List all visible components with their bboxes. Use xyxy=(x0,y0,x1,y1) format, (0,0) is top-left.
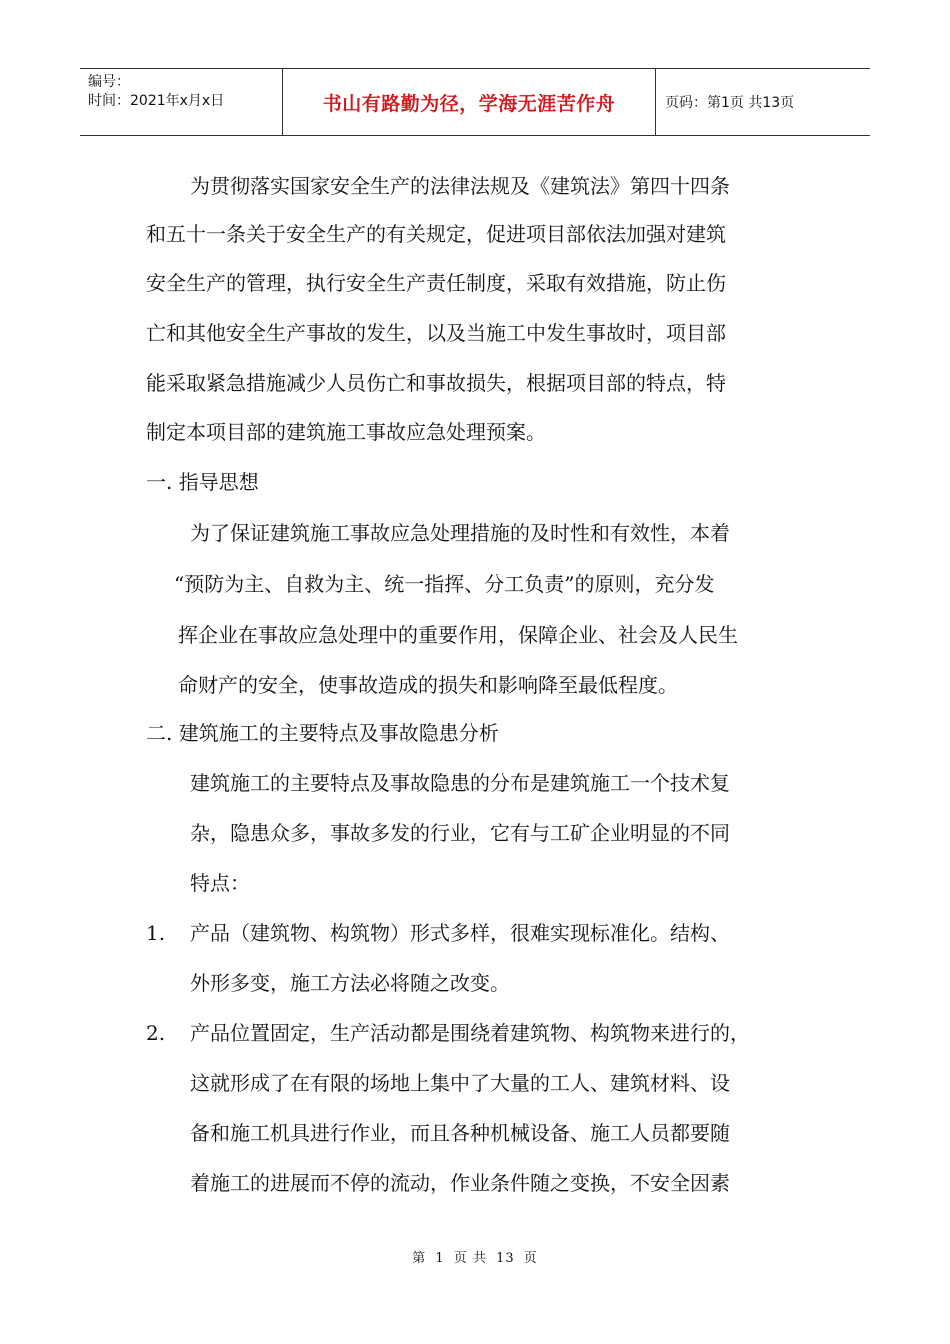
section-heading: 一. 指导思想 xyxy=(146,470,259,494)
section-heading: 二. 建筑施工的主要特点及事故隐患分析 xyxy=(146,721,499,745)
paragraph-line: 能采取紧急措施减少人员伤亡和事故损失，根据项目部的特点，特 xyxy=(146,371,726,395)
footer-total-pages: 13 xyxy=(496,1251,515,1266)
paragraph-line: 制定本项目部的建筑施工事故应急处理预案。 xyxy=(146,420,546,444)
footer-mid: 页 共 xyxy=(453,1251,487,1266)
date-label: 时间：2021年x月x日 xyxy=(88,93,225,109)
footer-suffix: 页 xyxy=(523,1251,538,1266)
footer-prefix: 第 xyxy=(412,1251,427,1266)
list-item-line: 这就形成了在有限的场地上集中了大量的工人、建筑材料、设 xyxy=(190,1071,730,1095)
paragraph-line: 亡和其他安全生产事故的发生，以及当施工中发生事故时，项目部 xyxy=(146,321,726,345)
list-item-line: 产品位置固定，生产活动都是围绕着建筑物、构筑物来进行的， xyxy=(190,1021,750,1045)
header-motto: 书山有路勤为径，学海无涯苦作舟 xyxy=(283,69,656,135)
paragraph-line: 和五十一条关于安全生产的有关规定，促进项目部依法加强对建筑 xyxy=(146,222,726,246)
paragraph-line: 安全生产的管理，执行安全生产责任制度，采取有效措施，防止伤 xyxy=(146,271,726,295)
list-item-line: 产品（建筑物、构筑物）形式多样，很难实现标准化。结构、 xyxy=(190,921,730,945)
paragraph-line: 建筑施工的主要特点及事故隐患的分布是建筑施工一个技术复 xyxy=(190,771,730,795)
paragraph-line: 挥企业在事故应急处理中的重要作用，保障企业、社会及人民生 xyxy=(178,623,738,647)
list-item-number: 1. xyxy=(146,921,166,945)
serial-label: 编号： xyxy=(88,74,130,90)
paragraph-line: “预防为主、自救为主、统一指挥、分工负责”的原则，充分发 xyxy=(174,572,715,596)
header-meta-cell xyxy=(80,69,283,135)
paragraph-line: 特点： xyxy=(190,871,250,895)
footer-page-number: 1 xyxy=(435,1251,445,1266)
paragraph-line: 为贯彻落实国家安全生产的法律法规及《建筑法》第四十四条 xyxy=(190,174,730,198)
list-item-line: 备和施工机具进行作业，而且各种机械设备、施工人员都要随 xyxy=(190,1121,730,1145)
list-item-line: 外形多变，施工方法必将随之改变。 xyxy=(190,971,510,995)
page-header xyxy=(80,68,870,136)
paragraph-line: 为了保证建筑施工事故应急处理措施的及时性和有效性，本着 xyxy=(190,521,730,545)
header-page-info: 页码：第1页 共13页 xyxy=(665,95,795,111)
paragraph-line: 杂，隐患众多，事故多发的行业，它有与工矿企业明显的不同 xyxy=(190,821,730,845)
list-item-number: 2. xyxy=(146,1021,166,1045)
list-item-line: 着施工的进展而不停的流动，作业条件随之变换，不安全因素 xyxy=(190,1171,730,1195)
page-footer xyxy=(0,1247,950,1266)
paragraph-line: 命财产的安全，使事故造成的损失和影响降至最低程度。 xyxy=(178,673,678,697)
